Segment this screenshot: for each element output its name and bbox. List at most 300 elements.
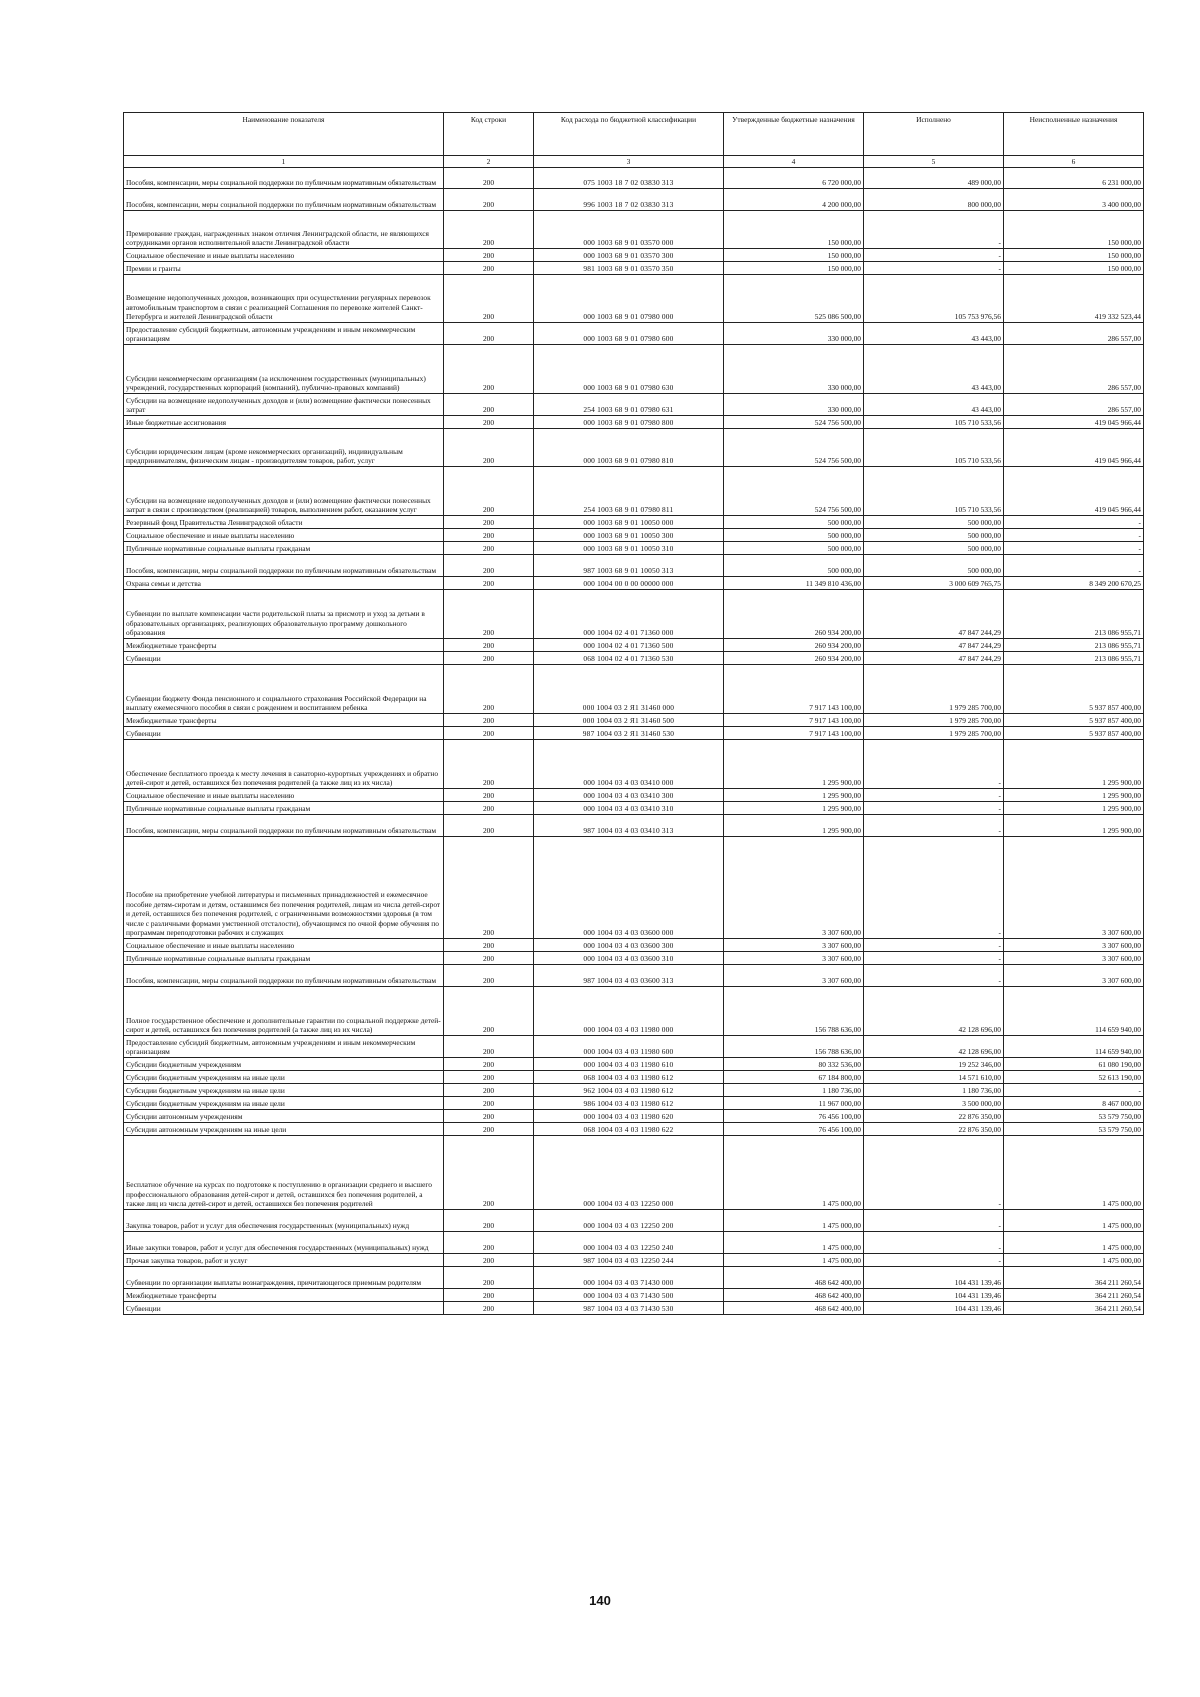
row-line-code: 200	[444, 416, 534, 429]
table-row	[124, 1210, 1144, 1232]
row-budget-classification-code: 000 1004 03 4 03 12250 000	[534, 1136, 724, 1210]
row-approved-amount: 524 756 500,00	[724, 467, 864, 516]
row-executed-amount: 19 252 346,00	[864, 1058, 1004, 1071]
table-row	[124, 467, 1144, 516]
row-indicator-name: Субвенции бюджету Фонда пенсионного и социального страхования Российской Федерации на выплату ежемесячного пособия в связи с рождением и воспитанием ребенка	[124, 665, 444, 714]
row-line-code: 200	[444, 1071, 534, 1084]
row-executed-amount: 47 847 244,29	[864, 652, 1004, 665]
table-row	[124, 1097, 1144, 1110]
row-line-code: 200	[444, 189, 534, 211]
row-budget-classification-code: 000 1004 03 4 03 11980 610	[534, 1058, 724, 1071]
row-unexecuted-amount: 1 295 900,00	[1004, 789, 1144, 802]
row-unexecuted-amount: 1 295 900,00	[1004, 815, 1144, 837]
row-executed-amount: 3 000 609 765,75	[864, 577, 1004, 590]
row-approved-amount: 1 295 900,00	[724, 740, 864, 789]
row-unexecuted-amount: 5 937 857 400,00	[1004, 665, 1144, 714]
row-unexecuted-amount: 5 937 857 400,00	[1004, 714, 1144, 727]
row-indicator-name: Социальное обеспечение и иные выплаты населению	[124, 939, 444, 952]
row-budget-classification-code: 000 1003 68 9 01 10050 300	[534, 529, 724, 542]
row-executed-amount: 43 443,00	[864, 394, 1004, 416]
row-budget-classification-code: 000 1004 03 4 03 12250 200	[534, 1210, 724, 1232]
row-unexecuted-amount: -	[1004, 555, 1144, 577]
row-approved-amount: 156 788 636,00	[724, 987, 864, 1036]
row-executed-amount: 1 180 736,00	[864, 1084, 1004, 1097]
row-line-code: 200	[444, 1289, 534, 1302]
row-executed-amount: 47 847 244,29	[864, 639, 1004, 652]
row-line-code: 200	[444, 714, 534, 727]
row-unexecuted-amount: 6 231 000,00	[1004, 168, 1144, 189]
row-executed-amount: 500 000,00	[864, 555, 1004, 577]
row-budget-classification-code: 000 1003 68 9 01 07980 810	[534, 429, 724, 467]
row-approved-amount: 330 000,00	[724, 323, 864, 345]
row-executed-amount: 1 979 285 700,00	[864, 727, 1004, 740]
table-row	[124, 1136, 1144, 1210]
row-line-code: 200	[444, 394, 534, 416]
row-indicator-name: Субсидии на возмещение недополученных доходов и (или) возмещение фактически понесенных затрат в связи с производством (реализацией) товаров, выполнением работ, оказанием услуг	[124, 467, 444, 516]
row-approved-amount: 76 456 100,00	[724, 1123, 864, 1136]
table-row	[124, 714, 1144, 727]
table-row	[124, 529, 1144, 542]
row-approved-amount: 3 307 600,00	[724, 965, 864, 987]
table-row	[124, 577, 1144, 590]
row-indicator-name: Пособия, компенсации, меры социальной поддержки по публичным нормативным обязательствам	[124, 168, 444, 189]
row-approved-amount: 500 000,00	[724, 555, 864, 577]
header-row	[124, 113, 1144, 156]
row-unexecuted-amount: 150 000,00	[1004, 262, 1144, 275]
table-row	[124, 555, 1144, 577]
row-approved-amount: 1 475 000,00	[724, 1136, 864, 1210]
row-executed-amount: 105 710 533,56	[864, 416, 1004, 429]
row-line-code: 200	[444, 740, 534, 789]
table-row	[124, 837, 1144, 939]
row-line-code: 200	[444, 211, 534, 249]
row-indicator-name: Межбюджетные трансферты	[124, 714, 444, 727]
row-approved-amount: 330 000,00	[724, 345, 864, 394]
row-approved-amount: 260 934 200,00	[724, 639, 864, 652]
row-executed-amount: 104 431 139,46	[864, 1302, 1004, 1315]
row-unexecuted-amount: 419 045 966,44	[1004, 429, 1144, 467]
row-budget-classification-code: 000 1004 03 4 03 03600 310	[534, 952, 724, 965]
table-row	[124, 542, 1144, 555]
row-indicator-name: Предоставление субсидий бюджетным, автономным учреждениям и иным некоммерческим организациям	[124, 1036, 444, 1058]
row-unexecuted-amount: 8 349 200 670,25	[1004, 577, 1144, 590]
row-executed-amount: 105 710 533,56	[864, 429, 1004, 467]
row-executed-amount: 42 128 696,00	[864, 987, 1004, 1036]
row-budget-classification-code: 987 1003 68 9 01 10050 313	[534, 555, 724, 577]
row-indicator-name: Субсидии бюджетным учреждениям на иные цели	[124, 1071, 444, 1084]
row-indicator-name: Полное государственное обеспечение и дополнительные гарантии по социальной поддержке детей-сирот и детей, оставшихся без попечения родителей (а также лиц из их числа)	[124, 987, 444, 1036]
table-row	[124, 652, 1144, 665]
row-line-code: 200	[444, 542, 534, 555]
row-executed-amount: -	[864, 1232, 1004, 1254]
table-row	[124, 590, 1144, 639]
row-indicator-name: Субсидии на возмещение недополученных доходов и (или) возмещение фактически понесенных затрат	[124, 394, 444, 416]
row-unexecuted-amount: -	[1004, 529, 1144, 542]
row-unexecuted-amount: 61 080 190,00	[1004, 1058, 1144, 1071]
row-budget-classification-code: 000 1003 68 9 01 10050 000	[534, 516, 724, 529]
row-unexecuted-amount: 1 475 000,00	[1004, 1136, 1144, 1210]
row-budget-classification-code: 000 1004 00 0 00 00000 000	[534, 577, 724, 590]
table-row	[124, 1084, 1144, 1097]
row-executed-amount: 104 431 139,46	[864, 1289, 1004, 1302]
budget-execution-sheet	[123, 112, 1143, 1315]
row-budget-classification-code: 987 1004 03 4 03 12250 244	[534, 1254, 724, 1267]
row-unexecuted-amount: 1 295 900,00	[1004, 740, 1144, 789]
row-unexecuted-amount: 419 045 966,44	[1004, 467, 1144, 516]
row-executed-amount: 43 443,00	[864, 345, 1004, 394]
row-indicator-name: Премирование граждан, награжденных знаком отличия Ленинградской области, не являющихся сотрудниками органов исполнительной власти Ленинградской области	[124, 211, 444, 249]
row-budget-classification-code: 987 1004 03 4 03 71430 530	[534, 1302, 724, 1315]
table-row	[124, 639, 1144, 652]
row-approved-amount: 76 456 100,00	[724, 1110, 864, 1123]
row-approved-amount: 260 934 200,00	[724, 652, 864, 665]
row-budget-classification-code: 000 1003 68 9 01 10050 310	[534, 542, 724, 555]
table-row	[124, 168, 1144, 189]
row-approved-amount: 524 756 500,00	[724, 429, 864, 467]
row-budget-classification-code: 000 1004 03 2 Я1 31460 000	[534, 665, 724, 714]
row-executed-amount: 500 000,00	[864, 516, 1004, 529]
row-executed-amount: -	[864, 837, 1004, 939]
row-budget-classification-code: 000 1003 68 9 01 07980 630	[534, 345, 724, 394]
table-row	[124, 262, 1144, 275]
row-approved-amount: 3 307 600,00	[724, 939, 864, 952]
row-budget-classification-code: 068 1004 02 4 01 71360 530	[534, 652, 724, 665]
header-unexecuted-appropriations: Неисполненные назначения	[1004, 113, 1144, 156]
row-unexecuted-amount: 213 086 955,71	[1004, 652, 1144, 665]
table-row	[124, 249, 1144, 262]
column-number: 4	[724, 156, 864, 168]
row-indicator-name: Субвенции	[124, 727, 444, 740]
row-executed-amount: -	[864, 262, 1004, 275]
row-unexecuted-amount: 1 475 000,00	[1004, 1254, 1144, 1267]
row-indicator-name: Межбюджетные трансферты	[124, 639, 444, 652]
row-indicator-name: Социальное обеспечение и иные выплаты населению	[124, 529, 444, 542]
row-unexecuted-amount: 114 659 940,00	[1004, 987, 1144, 1036]
table-row	[124, 815, 1144, 837]
row-indicator-name: Субсидии бюджетным учреждениям на иные цели	[124, 1097, 444, 1110]
budget-table	[123, 112, 1144, 1315]
row-executed-amount: 800 000,00	[864, 189, 1004, 211]
table-row	[124, 1110, 1144, 1123]
row-line-code: 200	[444, 1136, 534, 1210]
row-approved-amount: 150 000,00	[724, 211, 864, 249]
table-row	[124, 1267, 1144, 1289]
row-budget-classification-code: 000 1004 03 4 03 12250 240	[534, 1232, 724, 1254]
row-line-code: 200	[444, 249, 534, 262]
header-line-code: Код строки	[444, 113, 534, 156]
table-row	[124, 275, 1144, 323]
row-budget-classification-code: 000 1003 68 9 01 07980 800	[534, 416, 724, 429]
row-indicator-name: Пособие на приобретение учебной литературы и письменных принадлежностей и ежемесячное пособие детям-сиротам и детям, оставшимся без попечения родителей, лицам из числа детей-сирот и детей, оставшихся без попечения родителей, с ограниченными возможностями здоровья (в том числе с различными формами умственной отсталости), обучающимся по очной форме обучения по программам переподготовки рабочих и служащих	[124, 837, 444, 939]
row-budget-classification-code: 000 1004 03 4 03 11980 000	[534, 987, 724, 1036]
row-approved-amount: 260 934 200,00	[724, 590, 864, 639]
row-indicator-name: Публичные нормативные социальные выплаты гражданам	[124, 542, 444, 555]
row-budget-classification-code: 000 1004 03 4 03 03410 300	[534, 789, 724, 802]
row-approved-amount: 524 756 500,00	[724, 416, 864, 429]
table-row	[124, 416, 1144, 429]
column-number: 6	[1004, 156, 1144, 168]
table-row	[124, 1058, 1144, 1071]
row-approved-amount: 11 349 810 436,00	[724, 577, 864, 590]
row-indicator-name: Субвенции	[124, 1302, 444, 1315]
table-row	[124, 211, 1144, 249]
row-unexecuted-amount: 3 400 000,00	[1004, 189, 1144, 211]
row-budget-classification-code: 987 1004 03 2 Я1 31460 530	[534, 727, 724, 740]
header-budget-classification-code: Код расхода по бюджетной классификации	[534, 113, 724, 156]
header-approved-appropriations: Утвержденные бюджетные назначения	[724, 113, 864, 156]
row-approved-amount: 7 917 143 100,00	[724, 714, 864, 727]
row-indicator-name: Субсидии автономным учреждениям	[124, 1110, 444, 1123]
row-budget-classification-code: 000 1004 03 4 03 03410 000	[534, 740, 724, 789]
row-unexecuted-amount: -	[1004, 1084, 1144, 1097]
row-line-code: 200	[444, 590, 534, 639]
row-executed-amount: 1 979 285 700,00	[864, 665, 1004, 714]
row-line-code: 200	[444, 577, 534, 590]
row-indicator-name: Прочая закупка товаров, работ и услуг	[124, 1254, 444, 1267]
row-budget-classification-code: 962 1004 03 4 03 11980 612	[534, 1084, 724, 1097]
row-executed-amount: 1 979 285 700,00	[864, 714, 1004, 727]
row-budget-classification-code: 254 1003 68 9 01 07980 631	[534, 394, 724, 416]
row-approved-amount: 500 000,00	[724, 529, 864, 542]
row-unexecuted-amount: 5 937 857 400,00	[1004, 727, 1144, 740]
row-line-code: 200	[444, 323, 534, 345]
row-approved-amount: 6 720 000,00	[724, 168, 864, 189]
row-indicator-name: Социальное обеспечение и иные выплаты населению	[124, 789, 444, 802]
row-indicator-name: Субсидии автономным учреждениям на иные цели	[124, 1123, 444, 1136]
row-unexecuted-amount: 3 307 600,00	[1004, 952, 1144, 965]
row-indicator-name: Иные закупки товаров, работ и услуг для обеспечения государственных (муниципальных) нужд	[124, 1232, 444, 1254]
row-executed-amount: 47 847 244,29	[864, 590, 1004, 639]
row-approved-amount: 468 642 400,00	[724, 1267, 864, 1289]
table-row	[124, 965, 1144, 987]
row-line-code: 200	[444, 815, 534, 837]
column-number: 3	[534, 156, 724, 168]
row-budget-classification-code: 000 1003 68 9 01 03570 000	[534, 211, 724, 249]
row-approved-amount: 500 000,00	[724, 542, 864, 555]
row-line-code: 200	[444, 837, 534, 939]
row-unexecuted-amount: 419 332 523,44	[1004, 275, 1144, 323]
row-budget-classification-code: 000 1004 03 4 03 71430 000	[534, 1267, 724, 1289]
row-indicator-name: Пособия, компенсации, меры социальной поддержки по публичным нормативным обязательствам	[124, 815, 444, 837]
row-indicator-name: Пособия, компенсации, меры социальной поддержки по публичным нормативным обязательствам	[124, 189, 444, 211]
row-budget-classification-code: 068 1004 03 4 03 11980 622	[534, 1123, 724, 1136]
row-unexecuted-amount: 3 307 600,00	[1004, 939, 1144, 952]
row-budget-classification-code: 000 1004 03 2 Я1 31460 500	[534, 714, 724, 727]
column-number: 5	[864, 156, 1004, 168]
row-line-code: 200	[444, 652, 534, 665]
table-row	[124, 1254, 1144, 1267]
row-indicator-name: Субвенции по организации выплаты вознаграждения, причитающегося приемным родителям	[124, 1267, 444, 1289]
row-indicator-name: Субвенции	[124, 652, 444, 665]
row-approved-amount: 1 475 000,00	[724, 1210, 864, 1232]
row-indicator-name: Пособия, компенсации, меры социальной поддержки по публичным нормативным обязательствам	[124, 555, 444, 577]
row-line-code: 200	[444, 1097, 534, 1110]
row-budget-classification-code: 981 1003 68 9 01 03570 350	[534, 262, 724, 275]
row-line-code: 200	[444, 1210, 534, 1232]
table-row	[124, 394, 1144, 416]
row-executed-amount: 105 710 533,56	[864, 467, 1004, 516]
row-approved-amount: 1 295 900,00	[724, 815, 864, 837]
row-executed-amount: 42 128 696,00	[864, 1036, 1004, 1058]
row-unexecuted-amount: 150 000,00	[1004, 249, 1144, 262]
row-unexecuted-amount: 286 557,00	[1004, 394, 1144, 416]
row-approved-amount: 1 475 000,00	[724, 1232, 864, 1254]
row-executed-amount: 22 876 350,00	[864, 1110, 1004, 1123]
row-budget-classification-code: 000 1004 03 4 03 03600 000	[534, 837, 724, 939]
row-budget-classification-code: 996 1003 18 7 02 03830 313	[534, 189, 724, 211]
row-unexecuted-amount: 3 307 600,00	[1004, 837, 1144, 939]
row-line-code: 200	[444, 1058, 534, 1071]
row-executed-amount: -	[864, 802, 1004, 815]
row-unexecuted-amount: 8 467 000,00	[1004, 1097, 1144, 1110]
row-line-code: 200	[444, 1302, 534, 1315]
row-indicator-name: Субвенции по выплате компенсации части родительской платы за присмотр и уход за детьми в образовательных организациях, реализующих образовательную программу дошкольного образования	[124, 590, 444, 639]
row-approved-amount: 11 967 000,00	[724, 1097, 864, 1110]
row-line-code: 200	[444, 516, 534, 529]
row-indicator-name: Публичные нормативные социальные выплаты гражданам	[124, 802, 444, 815]
row-unexecuted-amount: -	[1004, 516, 1144, 529]
row-unexecuted-amount: 52 613 190,00	[1004, 1071, 1144, 1084]
row-executed-amount: -	[864, 789, 1004, 802]
row-indicator-name: Возмещение недополученных доходов, возникающих при осуществлении регулярных перевозок автомобильным транспортом в связи с реализацией Соглашения по перевозке жителей Санкт-Петербурга и жителей Ленинградской области	[124, 275, 444, 323]
row-approved-amount: 150 000,00	[724, 262, 864, 275]
row-unexecuted-amount: 1 475 000,00	[1004, 1232, 1144, 1254]
row-budget-classification-code: 000 1004 02 4 01 71360 000	[534, 590, 724, 639]
row-executed-amount: -	[864, 815, 1004, 837]
table-row	[124, 345, 1144, 394]
row-line-code: 200	[444, 965, 534, 987]
row-unexecuted-amount: 53 579 750,00	[1004, 1110, 1144, 1123]
row-executed-amount: -	[864, 249, 1004, 262]
row-unexecuted-amount: 286 557,00	[1004, 323, 1144, 345]
row-line-code: 200	[444, 1123, 534, 1136]
row-line-code: 200	[444, 345, 534, 394]
row-executed-amount: 105 753 976,56	[864, 275, 1004, 323]
row-approved-amount: 7 917 143 100,00	[724, 727, 864, 740]
row-indicator-name: Резервный фонд Правительства Ленинградской области	[124, 516, 444, 529]
row-indicator-name: Бесплатное обучение на курсах по подготовке к поступлению в организации среднего и высшего профессионального образования детей-сирот и детей, оставшихся без попечения родителей, а также лиц из числа детей-сирот и детей, оставшихся без попечения родителей	[124, 1136, 444, 1210]
row-budget-classification-code: 000 1003 68 9 01 07980 000	[534, 275, 724, 323]
row-executed-amount: 489 000,00	[864, 168, 1004, 189]
table-row	[124, 939, 1144, 952]
row-budget-classification-code: 068 1004 03 4 03 11980 612	[534, 1071, 724, 1084]
row-executed-amount: -	[864, 965, 1004, 987]
row-unexecuted-amount: 419 045 966,44	[1004, 416, 1144, 429]
row-unexecuted-amount: 1 295 900,00	[1004, 802, 1144, 815]
row-executed-amount: 500 000,00	[864, 542, 1004, 555]
row-executed-amount: 500 000,00	[864, 529, 1004, 542]
row-indicator-name: Иные бюджетные ассигнования	[124, 416, 444, 429]
row-line-code: 200	[444, 1036, 534, 1058]
row-budget-classification-code: 000 1004 03 4 03 71430 500	[534, 1289, 724, 1302]
row-line-code: 200	[444, 1084, 534, 1097]
row-indicator-name: Социальное обеспечение и иные выплаты населению	[124, 249, 444, 262]
row-approved-amount: 4 200 000,00	[724, 189, 864, 211]
row-line-code: 200	[444, 952, 534, 965]
row-executed-amount: -	[864, 1136, 1004, 1210]
row-approved-amount: 3 307 600,00	[724, 952, 864, 965]
table-row	[124, 323, 1144, 345]
table-row	[124, 1302, 1144, 1315]
row-approved-amount: 1 475 000,00	[724, 1254, 864, 1267]
row-approved-amount: 150 000,00	[724, 249, 864, 262]
row-approved-amount: 156 788 636,00	[724, 1036, 864, 1058]
header-indicator-name: Наименование показателя	[124, 113, 444, 156]
row-indicator-name: Субсидии бюджетным учреждениям на иные цели	[124, 1084, 444, 1097]
row-indicator-name: Субсидии бюджетным учреждениям	[124, 1058, 444, 1071]
row-unexecuted-amount: 213 086 955,71	[1004, 639, 1144, 652]
table-row	[124, 1123, 1144, 1136]
row-line-code: 200	[444, 1110, 534, 1123]
row-unexecuted-amount: -	[1004, 542, 1144, 555]
row-line-code: 200	[444, 789, 534, 802]
row-unexecuted-amount: 1 475 000,00	[1004, 1210, 1144, 1232]
row-line-code: 200	[444, 1254, 534, 1267]
row-executed-amount: -	[864, 939, 1004, 952]
row-indicator-name: Охрана семьи и детства	[124, 577, 444, 590]
row-unexecuted-amount: 364 211 260,54	[1004, 1289, 1144, 1302]
row-budget-classification-code: 986 1004 03 4 03 11980 612	[534, 1097, 724, 1110]
row-unexecuted-amount: 364 211 260,54	[1004, 1267, 1144, 1289]
row-line-code: 200	[444, 665, 534, 714]
row-approved-amount: 67 184 800,00	[724, 1071, 864, 1084]
row-approved-amount: 1 295 900,00	[724, 789, 864, 802]
row-line-code: 200	[444, 1267, 534, 1289]
row-indicator-name: Предоставление субсидий бюджетным, автономным учреждениям и иным некоммерческим организациям	[124, 323, 444, 345]
row-budget-classification-code: 000 1003 68 9 01 03570 300	[534, 249, 724, 262]
row-line-code: 200	[444, 727, 534, 740]
row-budget-classification-code: 000 1004 03 4 03 11980 620	[534, 1110, 724, 1123]
row-approved-amount: 468 642 400,00	[724, 1289, 864, 1302]
row-executed-amount: 43 443,00	[864, 323, 1004, 345]
table-row	[124, 665, 1144, 714]
row-unexecuted-amount: 53 579 750,00	[1004, 1123, 1144, 1136]
row-unexecuted-amount: 286 557,00	[1004, 345, 1144, 394]
table-row	[124, 1232, 1144, 1254]
table-row	[124, 1071, 1144, 1084]
row-approved-amount: 1 295 900,00	[724, 802, 864, 815]
row-indicator-name: Субсидии некоммерческим организациям (за исключением государственных (муниципальных) учреждений, государственных корпораций (компаний), публично-правовых компаний)	[124, 345, 444, 394]
row-indicator-name: Субсидии юридическим лицам (кроме некоммерческих организаций), индивидуальным предпринимателям, физическим лицам - производителям товаров, работ, услуг	[124, 429, 444, 467]
row-executed-amount: -	[864, 952, 1004, 965]
row-approved-amount: 525 086 500,00	[724, 275, 864, 323]
row-budget-classification-code: 000 1004 02 4 01 71360 500	[534, 639, 724, 652]
row-unexecuted-amount: 150 000,00	[1004, 211, 1144, 249]
row-indicator-name: Обеспечение бесплатного проезда к месту лечения в санаторно-курортных учреждениях и обратно детей-сирот и детей, оставшихся без попечения родителей (а также лиц из их числа)	[124, 740, 444, 789]
row-approved-amount: 1 180 736,00	[724, 1084, 864, 1097]
row-line-code: 200	[444, 802, 534, 815]
row-line-code: 200	[444, 639, 534, 652]
row-approved-amount: 330 000,00	[724, 394, 864, 416]
row-line-code: 200	[444, 939, 534, 952]
row-approved-amount: 3 307 600,00	[724, 837, 864, 939]
row-unexecuted-amount: 213 086 955,71	[1004, 590, 1144, 639]
row-indicator-name: Премии и гранты	[124, 262, 444, 275]
table-row	[124, 189, 1144, 211]
row-budget-classification-code: 000 1004 03 4 03 03600 300	[534, 939, 724, 952]
row-budget-classification-code: 000 1004 03 4 03 03410 310	[534, 802, 724, 815]
row-budget-classification-code: 000 1003 68 9 01 07980 600	[534, 323, 724, 345]
row-line-code: 200	[444, 262, 534, 275]
row-approved-amount: 500 000,00	[724, 516, 864, 529]
row-budget-classification-code: 254 1003 68 9 01 07980 811	[534, 467, 724, 516]
row-unexecuted-amount: 364 211 260,54	[1004, 1302, 1144, 1315]
table-row	[124, 987, 1144, 1036]
row-indicator-name: Межбюджетные трансферты	[124, 1289, 444, 1302]
row-executed-amount: -	[864, 1254, 1004, 1267]
row-budget-classification-code: 000 1004 03 4 03 11980 600	[534, 1036, 724, 1058]
table-row	[124, 789, 1144, 802]
